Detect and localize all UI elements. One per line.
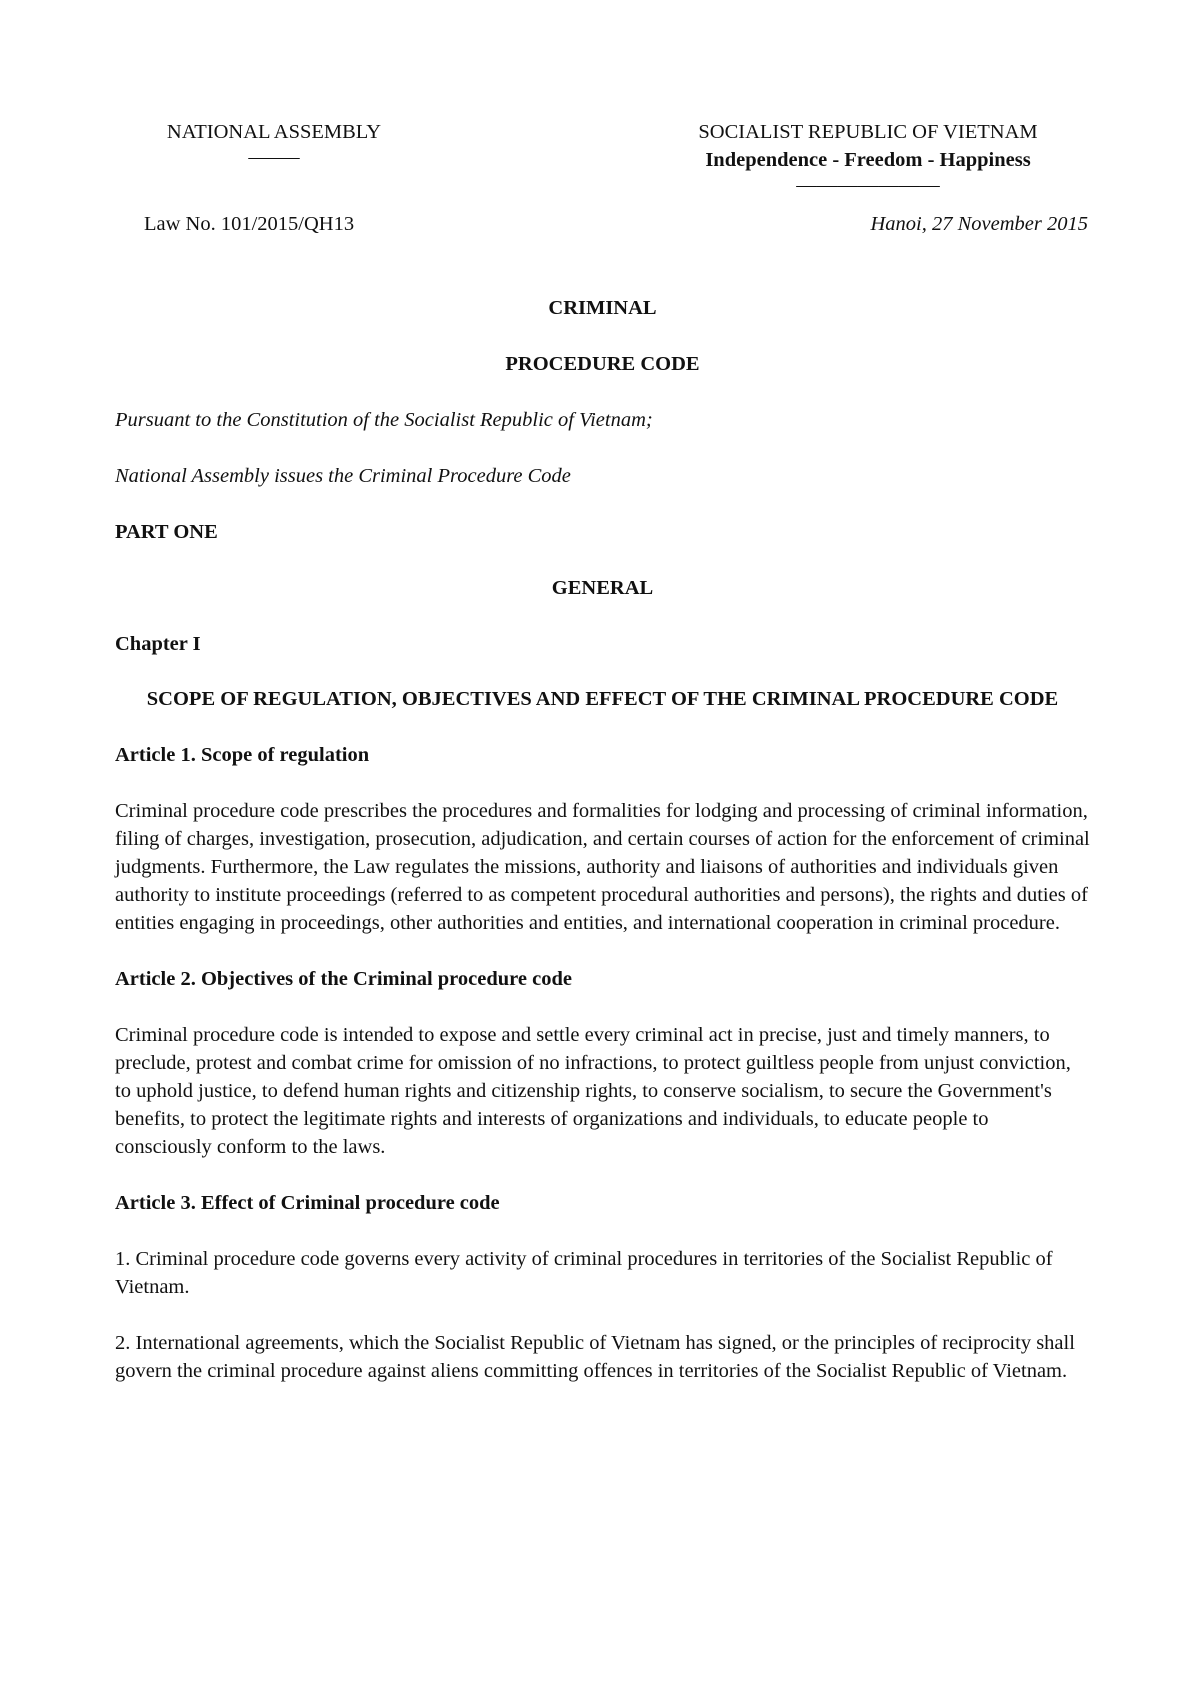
preamble-line: Pursuant to the Constitution of the Socialist Republic of Vietnam; xyxy=(115,409,653,431)
place-date: Hanoi, 27 November 2015 xyxy=(870,213,1088,235)
chapter-label: Chapter I xyxy=(115,633,201,655)
chapter-title: SCOPE OF REGULATION, OBJECTIVES AND EFFECT OF THE CRIMINAL PROCEDURE CODE xyxy=(146,688,1059,710)
part-label: PART ONE xyxy=(115,521,218,543)
part-name: GENERAL xyxy=(551,577,654,599)
state-motto: Independence - Freedom - Happiness xyxy=(705,149,1031,171)
article-heading: Article 3. Effect of Criminal procedure code xyxy=(115,1192,500,1214)
article-heading: Article 2. Objectives of the Criminal procedure code xyxy=(115,968,572,990)
preamble-line: National Assembly issues the Criminal Procedure Code xyxy=(115,465,571,487)
state-block xyxy=(668,118,1068,196)
article-paragraph: 2. International agreements, which the Socialist Republic of Vietnam has signed, or the principles of reciprocity shall govern the criminal procedure against aliens committing offences in territories of the Socialist Republic of Vietnam. xyxy=(115,1332,1075,1382)
document-header xyxy=(115,118,1090,196)
document-page xyxy=(115,118,1090,1385)
state-name: SOCIALIST REPUBLIC OF VIETNAM xyxy=(698,121,1038,143)
issuer-rule: ––––– xyxy=(248,146,300,168)
issuer-name: NATIONAL ASSEMBLY xyxy=(166,121,382,143)
article-heading: Article 1. Scope of regulation xyxy=(115,744,370,766)
article-paragraph: 1. Criminal procedure code governs every activity of criminal procedures in territories of the Socialist Republic of Vietnam. xyxy=(115,1248,1053,1298)
issuer-block xyxy=(115,118,419,196)
document-title-line2: PROCEDURE CODE xyxy=(505,353,700,375)
document-meta xyxy=(115,210,1090,238)
law-number: Law No. 101/2015/QH13 xyxy=(144,213,355,235)
article-paragraph: Criminal procedure code prescribes the procedures and formalities for lodging and processing of criminal information, filing of charges, investigation, prosecution, adjudication, and certain courses of action for the enforcement of criminal judgments. Furthermore, the Law regulates the missions, authority and liaisons of authorities and individuals given authority to institute proceedings (referred to as competent procedural authorities and persons), the rights and duties of entities engaging in proceedings, other authorities and entities, and international cooperation in criminal procedure. xyxy=(115,800,1090,934)
state-rule: –––––––––––––– xyxy=(796,174,940,196)
article-paragraph: Criminal procedure code is intended to expose and settle every criminal act in precise, just and timely manners, to preclude, protest and combat crime for omission of no infractions, to protect guiltless people from unjust conviction, to uphold justice, to defend human rights and citizenship rights, to conserve socialism, to secure the Government's benefits, to protect the legitimate rights and interests of organizations and individuals, to educate people to consciously conform to the laws. xyxy=(115,1024,1071,1158)
document-title-line1: CRIMINAL xyxy=(548,297,657,319)
